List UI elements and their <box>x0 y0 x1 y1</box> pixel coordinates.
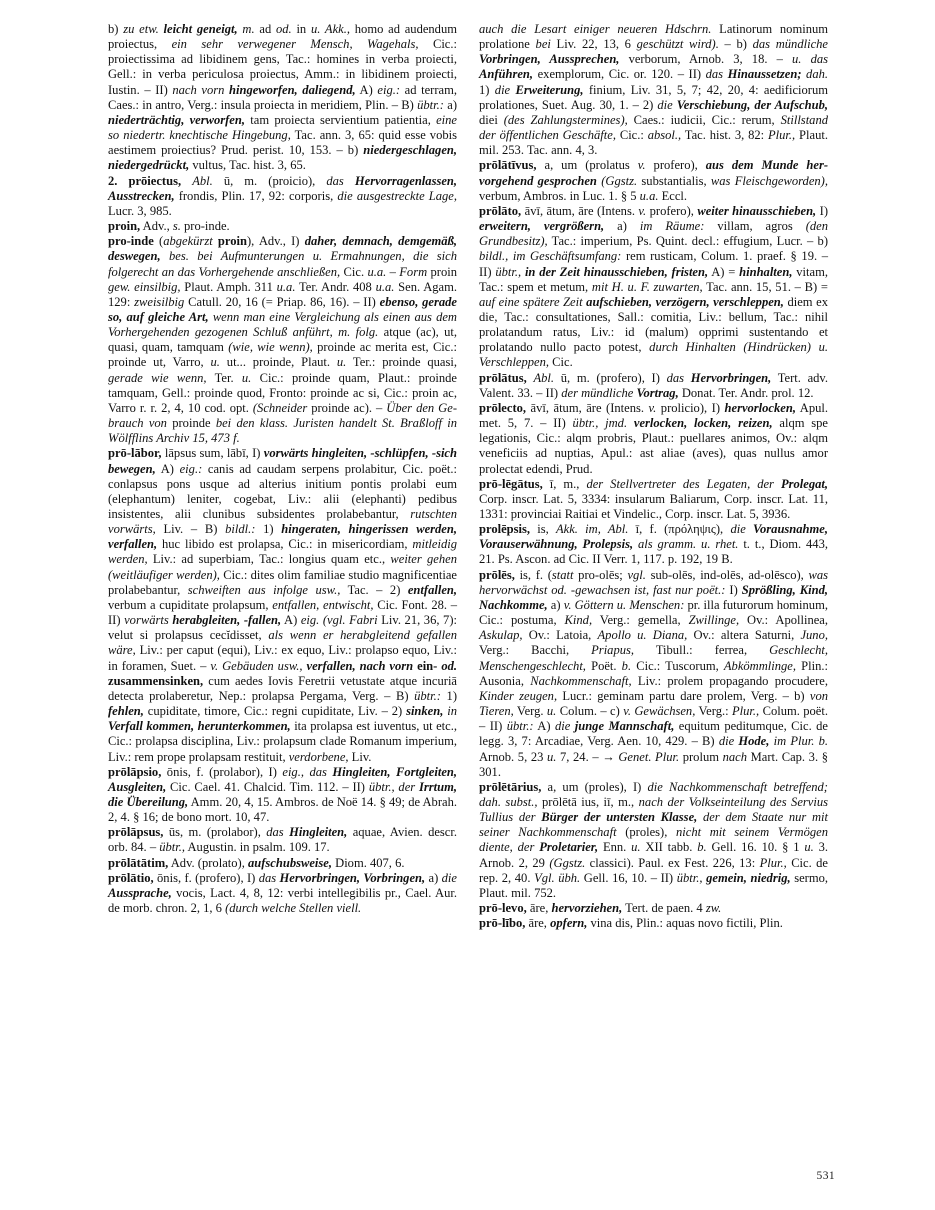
dictionary-entry: prōlētārius, a, um (proles), I) die Nachkommenschaft betreffend; dah. subst., prōlētā ius, iī, m., nach der Volkseinteilung des Servius Tullius der Bürger der untersten Klasse, der dem Staate nur mit seiner Nachkommenschaft (proles), nicht mit seinem Vermögen diente, der Proletarier, Enn. u. XII tabb. b. Gell. 16. 10. § 1 u. 3. Arnob. 2, 29 (Ggstz. classici). Paul. ex Fest. 226, 13: Plur., Cic. de rep. 2, 40. Vgl. übh. Gell. 16, 10. – II) übtr., gemein, niedrig, sermo, Plaut. mil. 752. <box>479 779 829 900</box>
dictionary-entry: prōlātātim, Adv. (prolato), aufschubsweise, Diom. 407, 6. <box>108 855 405 870</box>
dictionary-entry: b) zu etw. leicht geneigt, m. ad od. in u. Akk., homo ad audendum proiectus, ein sehr verwegener Mensch, Wagehals, Cic.: proiectissima ad libidinem gens, Tac.: homines in verba proiecti, Gell.: in verba periculosa proiectus, Amm.: in libidinem proiecti, Iustin. – II) nach vorn hingeworfen, daliegend, A) eig.: ad terram, Caes.: in antro, Verg.: insula proiecta in meridiem, Plin. – B) übtr.: a) niederträchtig, verworfen, tam proiecta servientium patientia, eine so niedertr. knechtische Hingebung, Tac. ann. 3, 65: quid esse vobis aestimem proiectius? Prud. perist. 10, 153. – b) niedergeschlagen, niedergedrückt, vultus, Tac. hist. 3, 65. <box>108 22 458 173</box>
right-column <box>479 22 828 1182</box>
dictionary-entry: prō-lābor, lāpsus sum, lābī, I) vorwärts hingleiten, -schlüpfen, -sich bewegen, A) eig.: canis ad caudam serpens prolabitur, Cic. poët.: conlapsus pons usque ad alterius initium pontis prolabi eum (elephantum) leniter, cogebat, Liv.: alii (elephanti) pedibus insistentes, alii clunibus subsidentes prolabebantur, rutschten vorwärts, Liv. – B) bildl.: 1) hingeraten, hingerissen werden, verfallen, huc libido est prolapsa, Cic.: in misericordiam, mitleidig werden, Liv.: ad superbiam, Tac.: longius quam etc., weiter gehen (weitläufiger werden), Cic.: dites olim familiae studio magnificentiae prolabebantur, schweiften aus infolge usw., Tac. – 2) entfallen, verbum a cupiditate prolapsum, entfallen, entwischt, Cic. Font. 28. – II) vorwärts herabgleiten, -fallen, A) eig. (vgl. Fabri Liv. 21, 36, 7): velut si prolapsus cecĭdisset, als wenn er herabgleitend gefallen wäre, Liv.: per caput (equi), Liv.: ex equo, Liv.: prolapso equo, Liv.: in foramen, Suet. – v. Gebäuden usw., verfallen, nach vorn ein- od. zusammensinken, cum aedes Iovis Feretrii vetustate atque incuriā detecta prolaberetur, Nep.: prolapsa Pergama, Verg. – B) übtr.: 1) fehlen, cupiditate, timore, Cic.: regni cupiditate, Liv. – 2) sinken, in Verfall kommen, herunterkommen, ita prolapsa est iuventus, ut etc., Cic.: prolapsa disciplina, Liv.: prolapsum clade Romanum imperium, Liv.: rem prope prolapsam restituit, verdorbene, Liv. <box>108 446 458 764</box>
text-columns <box>108 22 828 1182</box>
dictionary-entry: prōlāpsio, ōnis, f. (prolabor), I) eig., das Hingleiten, Fortgleiten, Ausgleiten, Cic. Cael. 41. Chalcid. Tim. 112. – II) übtr., der Irrtum, die Übereilung, Amm. 20, 4, 15. Ambros. de Noë 14. § 49; de Abrah. 2, 4. § 16; de bono mort. 10, 47. <box>108 764 458 825</box>
dictionary-entry: prōlecto, āvī, ātum, āre (Intens. v. prolicio), I) hervorlocken, Apul. met. 5, 7. – II) übtr., jmd. verlocken, locken, reizen, alqm spe legationis, Cic.: alqm probris, Plaut.: puellares animos, Ov.: alqm veneficiis ad nuptias, Apul.: ast aliae (aves), quas nullus amor prolectat edendi, Prud. <box>479 400 829 476</box>
page-number: 531 <box>816 1170 835 1182</box>
dictionary-entry: prō-lēgātus, ī, m., der Stellvertreter des Legaten, der Prolegat, Corp. inscr. Lat. 5, 3334: insularum Baliarum, Corp. inscr. Lat. 11, 1331: provinciai Raitiai et Vindelic., Corp. inscr. Lat. 5, 3936. <box>479 476 828 521</box>
dictionary-entry: auch die Lesart einiger neueren Hdschrn. Latinorum nominum prolatione bei Liv. 22, 13, 6 geschützt wird). – b) das mündliche Vorbringen, Aussprechen, verborum, Arnob. 3, 18. – u. das Anführen, exemplorum, Cic. or. 120. – II) das Hinaussetzen; dah. 1) die Erweiterung, finium, Liv. 31, 5, 7; 42, 20, 4: aedificiorum prolationes, Suet. Aug. 30, 1. – 2) die Verschiebung, der Aufschub, diei (des Zahlungstermines), Caes.: iudicii, Cic.: rerum, Stillstand der öffentlichen Geschäfte, Cic.: absol., Tac. hist. 3, 82: Plur., Plaut. mil. 253. Tac. ann. 4, 3. <box>479 22 829 158</box>
dictionary-entry: pro-inde (abgekürzt proin), Adv., I) daher, demnach, demgemäß, deswegen, bes. bei Aufmunterungen u. Ermahnungen, die sich folgerecht an das Vorhergehende anschließen, Cic. u.a. – Form proin gew. einsilbig, Plaut. Amph. 311 u.a. Ter. Andr. 408 u.a. Sen. Agam. 129: zweisilbig Catull. 20, 16 (= Priap. 86, 16). – II) ebenso, gerade so, auf gleiche Art, wenn man eine Vergleichung als einen aus dem Vorhergehenden gezogenen Schluß anführt, m. folg. atque (ac), ut, quasi, quam, tamquam (wie, wie wenn), proinde ac merita est, Cic.: proinde ut, Varro, u. ut... proinde, Plaut. u. Ter.: proinde quasi, gerade wie wenn, Ter. u. Cic.: proinde quam, Plaut.: proinde tamquam, Gell.: proinde quod, Fronto: proinde ac si, Cic.: proin ac, Varro r. r. 2, 4, 10 cod. opt. (Schneider proinde ac). – Über den Gebrauch von proinde bei den klass. Juristen handelt St. Braßloff in Wölfflins Archiv 15, 473 f. <box>108 234 457 446</box>
dictionary-entry: 2. prōiectus, Abl. ū, m. (proicio), das Hervorragenlassen, Ausstrecken, frondis, Plin. 17, 92: corporis, die ausgestreckte Lage, Lucr. 3, 985. <box>108 173 458 218</box>
dictionary-entry: proin, Adv., s. pro-inde. <box>108 219 230 234</box>
dictionary-entry: prōlāpsus, ūs, m. (prolabor), das Hingleiten, aquae, Avien. descr. orb. 84. – übtr., Augustin. in psalm. 109. 17. <box>108 825 457 855</box>
dictionary-entry: prōlātus, Abl. ū, m. (profero), I) das Hervorbringen, Tert. adv. Valent. 33. – II) der mündliche Vortrag, Donat. Ter. Andr. prol. 12. <box>479 370 829 400</box>
dictionary-entry: prolēpsis, is, Akk. im, Abl. ī, f. (πρόληψις), die Vorausnahme, Vorauserwähnung, Prolepsis, als gramm. u. rhet. t. t., Diom. 443, 21. Ps. Ascon. ad Cic. II Verr. 1, 117. p. 192, 19 B. <box>479 522 828 567</box>
dictionary-entry: prōlēs, is, f. (statt pro-olēs; vgl. sub-olēs, ind-olēs, ad-olēsco), was hervorwächst od. -gewachsen ist, fast nur poët.: I) Sprößling, Kind, Nachkomme, a) v. Göttern u. Menschen: pr. illa futurorum hominum, Cic.: postuma, Kind, Verg.: gemella, Zwillinge, Ov.: Apollinea, Askulap, Ov.: Latoia, Apollo u. Diana, Ov.: altera Saturni, Juno, Verg.: Bacchi, Priapus, Tibull.: ferrea, Geschlecht, Menschengeschlecht, Poët. b. Cic.: Tuscorum, Abkömmlinge, Plin.: Ausonia, Nachkommenschaft, Liv.: prolem propagando procudere, Kinder zeugen, Lucr.: geminam partu dare prolem, Verg. – b) von Tieren, Verg. u. Colum. – c) v. Gewächsen, Verg.: Plur., Colum. poët. – II) übtr.: A) die junge Mannschaft, equitum peditumque, Cic. de legg. 3, 7: Arcadiae, Verg. Aen. 10, 429. – B) die Hode, im Plur. b. Arnob. 5, 23 u. 7, 24. – → Genet. Plur. prolum nach Mart. Cap. 3. § 301. <box>479 567 829 779</box>
dictionary-entry: prōlātio, ōnis, f. (profero), I) das Hervorbringen, Vorbringen, a) die Aussprache, vocis, Lact. 4, 8, 12: verbi intellegibilis pr., Cael. Aur. de morb. chron. 2, 1, 6 (durch welche Stellen viell. <box>108 870 457 916</box>
dictionary-entry: prō-lībo, āre, opfern, vina dis, Plin.: aquas novo fictili, Plin. <box>479 916 783 931</box>
dictionary-entry: prō-levo, āre, hervorziehen, Tert. de paen. 4 zw. <box>479 901 722 916</box>
dictionary-entry: prōlāto, āvī, ātum, āre (Intens. v. profero), weiter hinausschieben, I) erweitern, vergrößern, a) im Räume: villam, agros (den Grundbesitz), Tac.: imperium, Ps. Quint. decl.: effugium, Lucr. – b) bildl., im Geschäftsumfang: rem rusticam, Colum. 1. praef. § 19. – II) übtr., in der Zeit hinausschieben, fristen, A) = hinhalten, vitam, Tac.: spem et metum, mit H. u. F. zuwarten, Tac. ann. 15, 51. – B) = auf eine spätere Zeit aufschieben, verzögern, verschleppen, diem ex die, Tac.: consultationes, Sall.: comitia, Liv.: bellum, Tac.: nihil prolatandum ratus, Liv.: id (malum) opprimi sustentando et prolatando nullo pacto potest, durch Hinhalten (Hindrücken) u. Verschleppen, Cic. <box>479 203 829 370</box>
left-column <box>108 22 457 1182</box>
dictionary-entry: prōlātīvus, a, um (prolatus v. profero), aus dem Munde hervorgehend gesprochen (Ggstz. substantialis, was Fleischgeworden), verbum, Ambros. in Luc. 1. § 5 u.a. Eccl. <box>479 158 829 203</box>
